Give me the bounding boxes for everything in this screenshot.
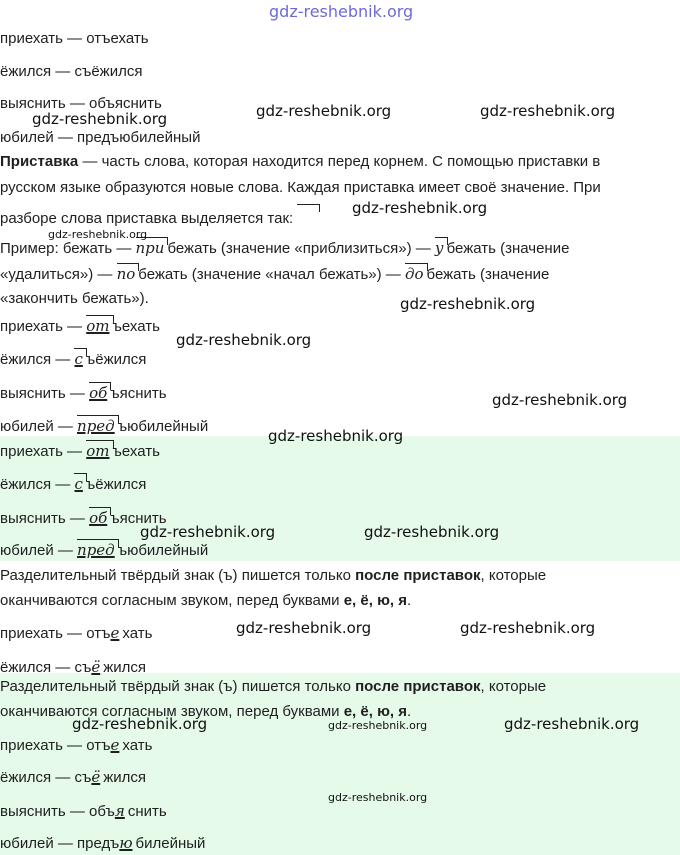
prefix-mark: пред bbox=[77, 415, 118, 436]
vowel-row bbox=[0, 735, 152, 756]
definition-term: Приставка bbox=[0, 153, 79, 170]
morph-rest: ъехать bbox=[112, 318, 160, 335]
pair-line: юбилей — предъюбилейный bbox=[0, 129, 201, 146]
morph-row bbox=[0, 382, 167, 404]
example-line bbox=[0, 263, 549, 285]
vowel-row-text: хать bbox=[122, 737, 153, 754]
watermark: gdz-reshebnik.org bbox=[400, 295, 536, 313]
morph-base: выяснить — bbox=[0, 510, 90, 527]
watermark: gdz-reshebnik.org bbox=[236, 619, 372, 637]
watermark: gdz-reshebnik.org bbox=[176, 331, 312, 349]
prefix-mark: от bbox=[86, 440, 112, 461]
vowel-row-text: ёжился — съ bbox=[0, 659, 92, 676]
vowel-highlight: ю bbox=[119, 834, 133, 852]
watermark: gdz-reshebnik.org bbox=[268, 427, 404, 445]
vowel-highlight: ё bbox=[91, 768, 101, 786]
vowel-row bbox=[0, 623, 152, 644]
vowel-row-text: жился bbox=[103, 659, 147, 676]
rule-text: оканчиваются согласным звуком, перед буквами bbox=[0, 592, 344, 609]
watermark: gdz-reshebnik.org bbox=[480, 102, 616, 120]
example-text: бежать (значение «приблизиться») — bbox=[167, 240, 435, 257]
watermark: gdz-reshebnik.org bbox=[256, 102, 392, 120]
morph-base: приехать — bbox=[0, 318, 87, 335]
vowel-row bbox=[0, 657, 146, 678]
definition-line bbox=[0, 152, 600, 172]
morph-base: ёжился — bbox=[0, 351, 75, 368]
vowel-highlight: е bbox=[110, 736, 120, 754]
watermark: gdz-reshebnik.org bbox=[32, 110, 168, 128]
example-text: Пример: бежать — bbox=[0, 240, 136, 257]
rule-text: Разделительный твёрдый знак (ъ) пишется только bbox=[0, 567, 356, 584]
morph-base: юбилей — bbox=[0, 418, 78, 435]
example-line: «закончить бежать»). bbox=[0, 290, 149, 307]
vowel-row bbox=[0, 801, 167, 822]
rule-text: Разделительный твёрдый знак (ъ) пишется только bbox=[0, 678, 356, 695]
vowel-row-text: билейный bbox=[135, 835, 206, 852]
definition-text: — часть слова, которая находится перед корнем. С помощью приставки в bbox=[78, 153, 601, 170]
vowel-row bbox=[0, 833, 205, 854]
vowel-row-text: выяснить — объ bbox=[0, 803, 115, 820]
morph-base: выяснить — bbox=[0, 385, 90, 402]
morph-row bbox=[0, 539, 208, 561]
prefix-mark: с bbox=[74, 348, 85, 369]
morph-rest: ъехать bbox=[112, 443, 160, 460]
definition-line: русском языке образуются новые слова. Каждая приставка имеет своё значение. При bbox=[0, 179, 601, 196]
watermark-top: gdz-reshebnik.org bbox=[269, 2, 414, 21]
prefix-mark: об bbox=[89, 507, 110, 528]
rule-text: . bbox=[406, 592, 412, 609]
watermark: gdz-reshebnik.org bbox=[460, 619, 596, 637]
watermark: gdz-reshebnik.org bbox=[140, 523, 276, 541]
morph-base: юбилей — bbox=[0, 542, 78, 559]
rule-line bbox=[0, 591, 411, 611]
morph-rest: ъёжился bbox=[85, 476, 147, 493]
rule-emphasis: после приставок bbox=[355, 678, 481, 695]
pair-line: выяснить — объяснить bbox=[0, 95, 162, 112]
watermark: gdz-reshebnik.org bbox=[48, 228, 148, 241]
example-text: бежать (значение bbox=[426, 266, 550, 283]
watermark: gdz-reshebnik.org bbox=[504, 715, 640, 733]
morph-rest: ъюбилейный bbox=[117, 542, 209, 559]
vowel-row-text: снить bbox=[127, 803, 167, 820]
morph-rest: ъёжился bbox=[85, 351, 147, 368]
watermark: gdz-reshebnik.org bbox=[72, 715, 208, 733]
morph-row bbox=[0, 348, 146, 370]
pair-line: приехать — отъехать bbox=[0, 30, 149, 47]
vowel-row-text: приехать — отъ bbox=[0, 737, 111, 754]
morph-row bbox=[0, 473, 146, 495]
vowel-row-text: жился bbox=[103, 769, 147, 786]
vowel-row-text: ёжился — съ bbox=[0, 769, 92, 786]
example-text: бежать (значение bbox=[446, 240, 570, 257]
prefix-mark: об bbox=[89, 382, 110, 403]
vowel-row-text: юбилей — предъ bbox=[0, 835, 120, 852]
prefix-mark: до bbox=[405, 263, 427, 284]
morph-rest: ъяснить bbox=[110, 510, 167, 527]
prefix-mark: при bbox=[136, 237, 168, 258]
example-text: «удалиться») — bbox=[0, 266, 117, 283]
rule-text: , которые bbox=[480, 567, 547, 584]
definition-text: разборе слова приставка выделяется так: bbox=[0, 210, 294, 227]
rule-line bbox=[0, 677, 546, 697]
vowel-highlight: я bbox=[114, 802, 125, 820]
watermark: gdz-reshebnik.org bbox=[328, 719, 428, 732]
watermark: gdz-reshebnik.org bbox=[328, 791, 428, 804]
pair-line: ёжился — съёжился bbox=[0, 63, 143, 80]
watermark: gdz-reshebnik.org bbox=[352, 199, 488, 217]
morph-row bbox=[0, 315, 160, 337]
vowel-highlight: е bbox=[110, 624, 120, 642]
example-text: бежать (значение «начал бежать») — bbox=[138, 266, 405, 283]
morph-base: приехать — bbox=[0, 443, 87, 460]
vowel-row-text: хать bbox=[122, 625, 153, 642]
prefix-mark: от bbox=[86, 315, 112, 336]
rule-text: . bbox=[406, 703, 412, 720]
rule-line bbox=[0, 566, 546, 586]
morph-rest: ъяснить bbox=[110, 385, 167, 402]
rule-emphasis: е, ё, ю, я bbox=[343, 703, 407, 720]
watermark: gdz-reshebnik.org bbox=[364, 523, 500, 541]
rule-text: оканчиваются согласным звуком, перед буквами bbox=[0, 703, 344, 720]
rule-emphasis: после приставок bbox=[355, 567, 481, 584]
vowel-highlight: ё bbox=[91, 658, 101, 676]
prefix-mark-symbol bbox=[297, 204, 319, 215]
answer-block-2 bbox=[0, 673, 680, 855]
morph-rest: ъюбилейный bbox=[117, 418, 209, 435]
prefix-mark: по bbox=[117, 263, 139, 284]
morph-base: ёжился — bbox=[0, 476, 75, 493]
prefix-mark: у bbox=[435, 237, 447, 258]
definition-line bbox=[0, 204, 319, 229]
morph-row bbox=[0, 415, 208, 437]
morph-row bbox=[0, 440, 160, 462]
vowel-row bbox=[0, 767, 146, 788]
rule-emphasis: е, ё, ю, я bbox=[343, 592, 407, 609]
prefix-mark: пред bbox=[77, 539, 118, 560]
watermark: gdz-reshebnik.org bbox=[492, 391, 628, 409]
prefix-mark: с bbox=[74, 473, 85, 494]
vowel-row-text: приехать — отъ bbox=[0, 625, 111, 642]
rule-text: , которые bbox=[480, 678, 547, 695]
